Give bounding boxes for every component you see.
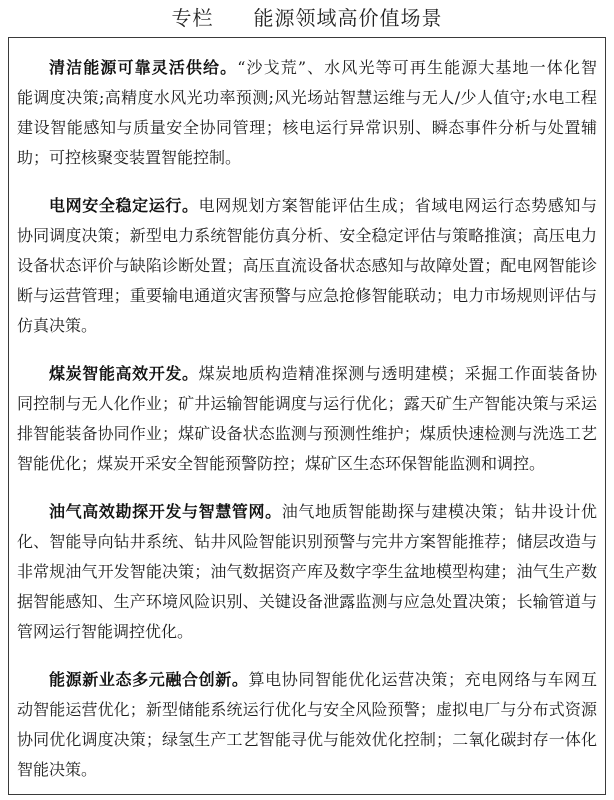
section-text: 煤炭地质构造精准探测与透明建模；采掘工作面装备协	[198, 364, 597, 383]
paragraph-line: 动智能运营优化；新型储能系统运行优化与安全风险预警；虚拟电厂与分布式资源	[17, 700, 597, 719]
section-lead: 油气高效勘探开发与智慧管网。	[49, 502, 282, 521]
section-text: 电网规划方案智能评估生成；省域电网运行态势感知与	[198, 196, 597, 215]
paragraph-line: 化、智能导向钻井系统、钻井风险智能识别预警与完井方案智能推荐；储层改造与	[17, 532, 597, 551]
section-text: 油气地质智能勘探与建模决策；钻井设计优	[281, 502, 597, 521]
section-grid-security	[17, 191, 597, 341]
paragraph-line: 设备状态评价与缺陷诊断处置；高压直流设备状态感知与故障处置；配电网智能诊	[17, 256, 597, 275]
section-lead: 煤炭智能高效开发。	[49, 364, 199, 383]
paragraph-line: 协同调度决策；新型电力系统智能仿真分析、安全稳定评估与策略推演；高压电力	[17, 226, 597, 245]
paragraph-line: 智能优化；煤炭开采安全智能预警防控；煤矿区生态环保智能监测和调控。	[17, 454, 546, 473]
section-oil-gas	[17, 497, 597, 647]
paragraph-line	[17, 497, 597, 527]
paragraph-line: 同控制与无人化作业；矿井运输智能调度与运行优化；露天矿生产智能决策与采运	[17, 394, 597, 413]
section-lead: 清洁能源可靠灵活供给。	[49, 58, 238, 77]
column-title: 能源领域高价值场景	[253, 6, 443, 30]
column-tag: 专栏	[171, 6, 214, 30]
section-lead: 能源新业态多元融合创新。	[49, 670, 249, 689]
section-text: 算电协同智能优化运营决策；充电网络与车网互	[248, 670, 597, 689]
paragraph-line: 排智能装备协同作业；煤矿设备状态监测与预测性维护；煤质快速检测与洗选工艺	[17, 424, 597, 443]
section-lead: 电网安全稳定运行。	[49, 196, 199, 215]
paragraph-line	[17, 53, 597, 83]
paragraph-line: 仿真决策。	[17, 316, 98, 335]
section-new-business	[17, 665, 597, 785]
paragraph-line: 据智能感知、生产环境风险识别、关键设备泄露监测与应急处置决策；长输管道与	[17, 592, 597, 611]
paragraph-line: 建设智能感知与质量安全协同管理；核电运行异常识别、瞬态事件分析与处置辅	[17, 118, 597, 137]
paragraph-line: 断与运营管理；重要输电通道灾害预警与应急抢修智能联动；电力市场规则评估与	[17, 286, 597, 305]
paragraph-line	[17, 359, 597, 389]
paragraph-line	[17, 665, 597, 695]
paragraph-line: 非常规油气开发智能决策；油气数据资产库及数字孪生盆地模型构建；油气生产数	[17, 562, 597, 581]
paragraph-line: 协同优化调度决策；绿氢生产工艺智能寻优与能效优化控制；二氧化碳封存一体化	[17, 730, 597, 749]
section-coal	[17, 359, 597, 479]
column-heading	[0, 4, 614, 32]
paragraph-line: 智能决策。	[17, 760, 98, 779]
paragraph-line: 能调度决策;高精度水风光功率预测;风光场站智慧运维与无人/少人值守;水电工程	[17, 88, 597, 107]
content-box	[8, 37, 606, 795]
paragraph-line	[17, 191, 597, 221]
paragraph-line: 管网运行智能调控优化。	[17, 622, 194, 641]
section-text: “沙戈荒”、水风光等可再生能源大基地一体化智	[237, 58, 597, 77]
section-clean-energy	[17, 53, 597, 173]
paragraph-line: 助；可控核聚变装置智能控制。	[17, 148, 242, 167]
